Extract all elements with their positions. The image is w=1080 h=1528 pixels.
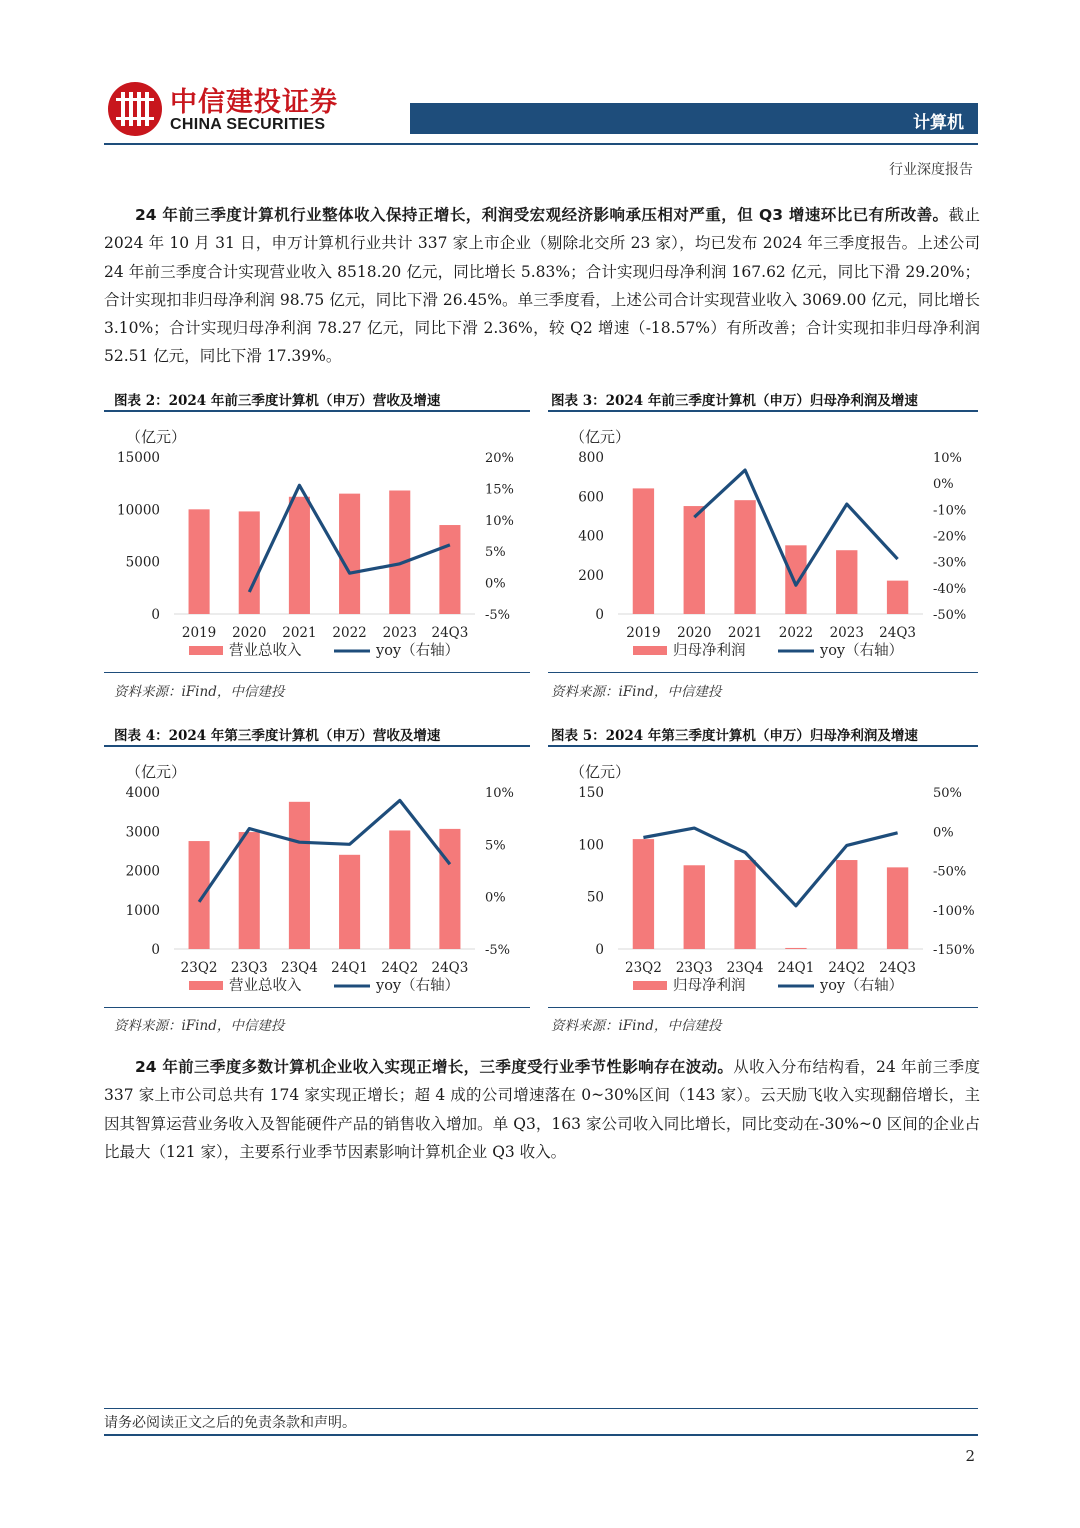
legend-bar-swatch (633, 981, 667, 990)
left-axis-tick: 800 (578, 450, 604, 466)
figure-4-rule-bottom (104, 1007, 530, 1008)
legend-bar-swatch (633, 646, 667, 655)
x-axis-tick: 2019 (181, 625, 217, 641)
section-banner (410, 103, 978, 134)
figure-2-title: 图表 2：2024 年前三季度计算机（申万）营收及增速 (114, 393, 441, 409)
bar-mark (785, 545, 806, 614)
figure-4-source: 资料来源：iFind，中信建投 (114, 1018, 285, 1034)
legend-bar-label: 营业总收入 (229, 643, 302, 659)
x-axis-tick: 2023 (829, 625, 864, 641)
right-axis-tick: 20% (485, 451, 514, 466)
figure-5-rule (548, 745, 978, 747)
legend-line-label: yoy（右轴） (820, 643, 904, 659)
bar-mark (785, 948, 806, 949)
figure-5-source: 资料来源：iFind，中信建投 (551, 1018, 722, 1034)
right-axis-tick: -100% (933, 903, 975, 919)
legend-bar-label: 归母净利润 (673, 978, 746, 994)
left-axis-tick: 15000 (117, 450, 160, 466)
company-name-en: CHINA SECURITIES (170, 116, 326, 133)
chart-figure-2 (104, 414, 530, 668)
right-axis-tick: -50% (933, 864, 967, 880)
paragraph-2-lead: 24 年前三季度多数计算机企业收入实现正增长，三季度受行业季节性影响存在波动。 (135, 1058, 734, 1076)
yoy-line (643, 828, 897, 906)
right-axis-tick: 0% (485, 890, 506, 906)
x-axis-tick: 23Q2 (624, 960, 662, 976)
bar-mark (439, 829, 460, 949)
right-axis-tick: -150% (933, 943, 975, 958)
left-axis-tick: 5000 (125, 554, 160, 571)
bar-mark (189, 509, 210, 614)
figure-3-source: 资料来源：iFind，中信建投 (551, 684, 722, 700)
right-axis-tick: -30% (933, 555, 967, 571)
x-axis-tick: 2023 (382, 625, 417, 641)
legend-bar-swatch (189, 981, 223, 990)
right-axis-tick: 5% (485, 838, 506, 854)
left-axis-tick: 100 (578, 837, 604, 854)
x-axis-tick: 24Q3 (431, 625, 469, 641)
right-axis-tick: 15% (485, 482, 514, 498)
bar-mark (887, 867, 908, 949)
legend-line-label: yoy（右轴） (820, 978, 904, 994)
footer-divider-bottom (104, 1434, 978, 1436)
bar-mark (836, 860, 857, 949)
figure-5-title: 图表 5：2024 年第三季度计算机（申万）归母净利润及增速 (551, 728, 918, 744)
bar-mark (389, 490, 410, 614)
left-axis-tick: 400 (578, 528, 604, 545)
company-logo-icon (108, 82, 162, 136)
figure-3-rule (548, 410, 978, 412)
footer-divider-top (104, 1408, 978, 1409)
left-axis-tick: 0 (595, 607, 604, 623)
left-axis-tick: 4000 (125, 785, 160, 801)
x-axis-tick: 23Q3 (675, 960, 713, 976)
bar-mark (836, 550, 857, 614)
company-name-cn: 中信建投证券 (170, 87, 338, 118)
right-axis-tick: -5% (485, 943, 511, 958)
left-axis-tick: 50 (586, 889, 604, 906)
bar-mark (633, 488, 654, 614)
chart-unit-label: （亿元） (570, 763, 631, 781)
left-axis-tick: 0 (151, 942, 160, 958)
right-axis-tick: 10% (485, 786, 514, 801)
left-axis-tick: 150 (578, 785, 604, 801)
figure-3-rule-bottom (548, 672, 978, 673)
x-axis-tick: 24Q1 (331, 960, 369, 976)
left-axis-tick: 200 (578, 567, 604, 584)
legend-bar-label: 归母净利润 (673, 643, 746, 659)
legend-bar-swatch (189, 646, 223, 655)
x-axis-tick: 23Q2 (180, 960, 218, 976)
x-axis-tick: 2022 (778, 625, 814, 641)
left-axis-tick: 1000 (125, 902, 160, 919)
x-axis-tick: 2021 (727, 625, 763, 641)
bar-mark (684, 506, 705, 614)
figure-4-title: 图表 4：2024 年第三季度计算机（申万）营收及增速 (114, 728, 441, 744)
right-axis-tick: 10% (485, 513, 514, 529)
bar-mark (239, 511, 260, 614)
yoy-line (199, 800, 450, 902)
x-axis-tick: 23Q4 (280, 960, 318, 976)
bar-mark (887, 581, 908, 614)
figure-3-title: 图表 3：2024 年前三季度计算机（申万）归母净利润及增速 (551, 393, 918, 409)
bar-mark (289, 802, 310, 949)
figure-4-rule (104, 745, 530, 747)
x-axis-tick: 2020 (232, 625, 267, 641)
bar-mark (439, 525, 460, 614)
left-axis-tick: 3000 (125, 824, 160, 841)
bar-mark (684, 865, 705, 949)
bar-mark (633, 839, 654, 949)
bar-mark (189, 841, 210, 949)
x-axis-tick: 24Q2 (381, 960, 419, 976)
chart-figure-4 (104, 749, 530, 1003)
footer-disclaimer: 请务必阅读正文之后的免责条款和声明。 (104, 1415, 356, 1431)
x-axis-tick: 2020 (677, 625, 712, 641)
chart-unit-label: （亿元） (570, 428, 631, 446)
left-axis-tick: 2000 (125, 863, 160, 880)
right-axis-tick: 0% (485, 576, 506, 592)
figure-2-rule-bottom (104, 672, 530, 673)
chart-figure-5 (548, 749, 978, 1003)
section-label: 计算机 (913, 113, 964, 133)
bar-mark (239, 832, 260, 949)
right-axis-tick: 50% (933, 786, 962, 801)
bar-mark (339, 494, 360, 614)
left-axis-tick: 0 (595, 942, 604, 958)
right-axis-tick: -50% (933, 608, 967, 623)
report-type: 行业深度报告 (889, 162, 973, 178)
paragraph-1 (104, 201, 980, 371)
bar-mark (734, 860, 755, 949)
bar-mark (289, 497, 310, 614)
left-axis-tick: 10000 (117, 502, 160, 519)
figure-2-source: 资料来源：iFind，中信建投 (114, 684, 285, 700)
right-axis-tick: 0% (933, 825, 954, 841)
right-axis-tick: 5% (485, 545, 506, 561)
bar-mark (734, 500, 755, 614)
right-axis-tick: -5% (485, 608, 511, 623)
page-number: 2 (965, 1447, 975, 1465)
x-axis-tick: 2019 (626, 625, 661, 641)
right-axis-tick: 10% (933, 451, 962, 466)
bar-mark (389, 830, 410, 949)
x-axis-tick: 24Q3 (879, 960, 917, 976)
paragraph-1-lead: 24 年前三季度计算机行业整体收入保持正增长，利润受宏观经济影响承压相对严重，但 Q3 增速环比已有所改善。 (135, 206, 949, 224)
right-axis-tick: 0% (933, 477, 954, 493)
chart-figure-3 (548, 414, 978, 668)
x-axis-tick: 2022 (332, 625, 367, 641)
left-axis-tick: 0 (151, 607, 160, 623)
x-axis-tick: 23Q4 (726, 960, 764, 976)
chart-unit-label: （亿元） (126, 763, 187, 781)
x-axis-tick: 24Q2 (828, 960, 866, 976)
x-axis-tick: 24Q1 (777, 960, 815, 976)
paragraph-2-body: 从收入分布结构看，24 年前三季度 337 家上市公司总共有 174 家实现正增长；超 4 成的公司增速落在 0~30%区间（143 家）。云天励飞收入实现翻倍增长，主因其智算运营业务收入及智能硬件产品的销售收入增加。单 Q3，163 家公司收入同比增长，同比变动在-30%~0 区间的企业占比最大（121 家），主要系行业季节因素影响计算机企业 Q3 收入。 (104, 1058, 980, 1161)
paragraph-2 (104, 1053, 980, 1166)
x-axis-tick: 24Q3 (879, 625, 917, 641)
figure-5-rule-bottom (548, 1007, 978, 1008)
right-axis-tick: -10% (933, 503, 967, 519)
bar-mark (339, 855, 360, 949)
legend-line-label: yoy（右轴） (376, 643, 460, 659)
x-axis-tick: 2021 (282, 625, 317, 641)
figure-2-rule (104, 410, 530, 412)
chart-unit-label: （亿元） (126, 428, 187, 446)
right-axis-tick: -40% (933, 581, 967, 597)
legend-bar-label: 营业总收入 (229, 978, 302, 994)
header-divider (104, 143, 978, 145)
legend-line-label: yoy（右轴） (376, 978, 460, 994)
paragraph-1-body: 截止 2024 年 10 月 31 日，申万计算机行业共计 337 家上市企业（剔除北交所 23 家），均已发布 2024 年三季度报告。上述公司 24 年前三季度合计实现营业收入 8518.20 亿元，同比增长 5.83%；合计实现归母净利润 167.62 亿元，同比下滑 29.20%；合计实现扣非归母净利润 98.75 亿元，同比下滑 26.45%。单三季度看，上述公司合计实现营业收入 3069.00 亿元，同比增长 3.10%；合计实现归母净利润 78.27 亿元，同比下滑 2.36%，较 Q2 增速（-18.57%）有所改善；合计实现扣非归母净利润 52.51 亿元，同比下滑 17.39%。 (104, 206, 980, 366)
right-axis-tick: -20% (933, 529, 967, 545)
x-axis-tick: 24Q3 (431, 960, 469, 976)
x-axis-tick: 23Q3 (230, 960, 268, 976)
left-axis-tick: 600 (578, 489, 604, 506)
